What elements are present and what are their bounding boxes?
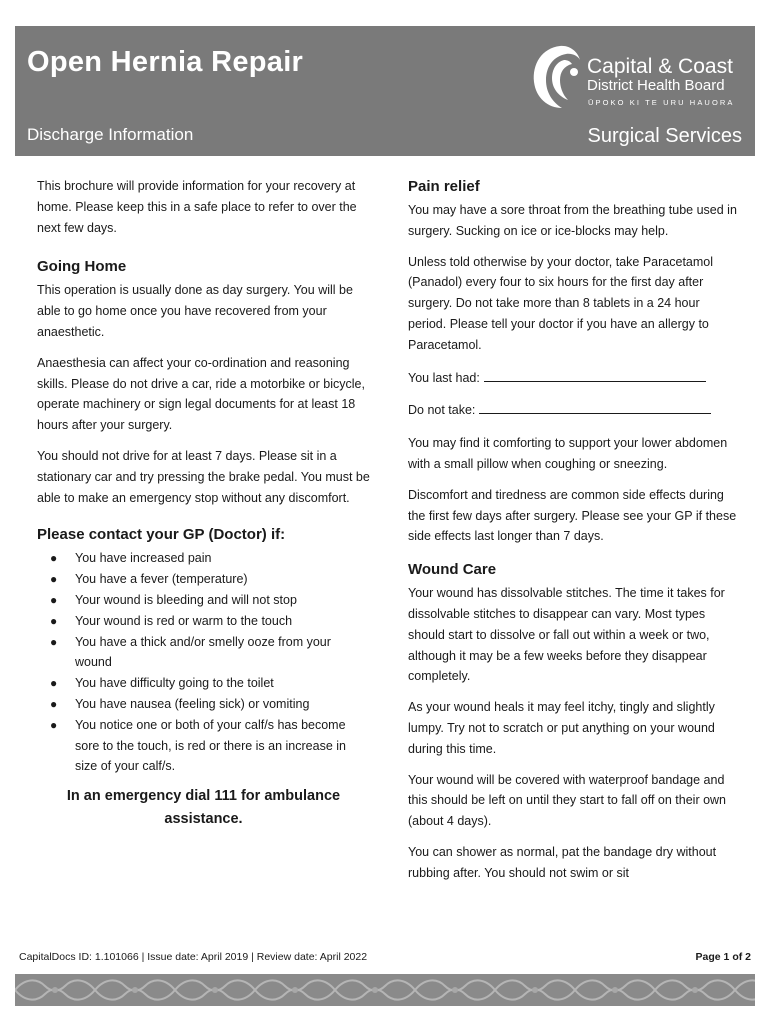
list-item: ● You have a fever (temperature) <box>75 569 370 590</box>
wound-paragraph-2: As your wound heals it may feel itchy, tingly and slightly lumpy. Try not to scratch or put anything on your wound during this time. <box>408 700 715 756</box>
list-item: ● You have increased pain <box>75 548 370 569</box>
intro-paragraph: This brochure will provide information for your recovery at home. Please keep this in a safe place to refer to over the next few days. <box>37 179 357 235</box>
bullet-icon: ● <box>50 676 58 691</box>
logo-name-line2: District Health Board <box>587 77 725 94</box>
page-number: Page 1 of 2 <box>695 951 751 963</box>
last-had-label: You last had: <box>408 370 480 385</box>
koru-logo-icon <box>530 42 582 112</box>
logo-name-line1: Capital & Coast <box>587 55 733 78</box>
wound-care-heading: Wound Care <box>408 561 497 579</box>
do-not-take-field <box>408 400 738 421</box>
decorative-band <box>15 974 755 1006</box>
pain-paragraph-4: Discomfort and tiredness are common side effects during the first few days after surgery. Please see your GP if these side effects last longer than 7 days. <box>408 487 737 544</box>
bullet-icon: ● <box>50 717 58 732</box>
pain-paragraph-1: You may have a sore throat from the breathing tube used in surgery. Sucking on ice or ice-blocks may help. <box>408 203 737 238</box>
document-subtitle: Discharge Information <box>27 125 194 144</box>
bullet-icon: ● <box>50 551 58 566</box>
contact-gp-list <box>37 548 370 777</box>
list-item: ● You have difficulty going to the toilet <box>75 673 370 694</box>
department-label: Surgical Services <box>587 125 742 147</box>
right-column <box>408 176 738 894</box>
wound-paragraph-3: Your wound will be covered with waterproof bandage and this should be left on until they start to fall off on their own (about 4 days). <box>408 772 727 829</box>
going-home-paragraph-2: Anaesthesia can affect your co-ordination and reasoning skills. Please do not drive a car, ride a motorbike or bicycle, operate machinery or sign legal documents for at least 18 hours after your surgery. <box>37 355 365 433</box>
document-title: Open Hernia Repair <box>27 46 304 78</box>
list-item: ● Your wound is red or warm to the touch <box>75 611 370 632</box>
bullet-icon: ● <box>50 696 58 711</box>
going-home-heading: Going Home <box>37 258 127 276</box>
last-had-blank[interactable] <box>484 369 706 382</box>
do-not-take-blank[interactable] <box>479 401 711 414</box>
bullet-icon: ● <box>50 634 58 649</box>
logo-tagline: ŪPOKO KI TE URU HAUORA <box>588 98 735 107</box>
document-info: CapitalDocs ID: 1.101066 | Issue date: April 2019 | Review date: April 2022 <box>19 951 368 963</box>
document-header <box>15 26 755 156</box>
contact-gp-heading: Please contact your GP (Doctor) if: <box>37 526 286 544</box>
bullet-icon: ● <box>50 572 58 587</box>
pain-paragraph-3: You may find it comforting to support your lower abdomen with a small pillow when coughing or sneezing. <box>408 436 728 471</box>
list-item: ● Your wound is bleeding and will not stop <box>75 590 370 611</box>
going-home-paragraph-3: You should not drive for at least 7 days. Please sit in a stationary car and try pressing the brake pedal. You must be able to make an emergency stop without any discomfort. <box>37 448 370 505</box>
list-item: ● You have a thick and/or smelly ooze from your wound <box>75 632 370 674</box>
list-item: ● You have nausea (feeling sick) or vomiting <box>75 694 370 715</box>
wound-paragraph-1: Your wound has dissolvable stitches. The time it takes for dissolvable stitches to disappear can vary. Most types should start to dissolve or fall out within a week or two, although it may be a few weeks before they disappear completely. <box>408 586 725 684</box>
pain-paragraph-2: Unless told otherwise by your doctor, take Paracetamol (Panadol) every four to six hours for the first day after surgery. Do not take more than 8 tablets in a 24 hour period. Please tell your doctor if you have an allergy to Paracetamol. <box>408 254 714 352</box>
bullet-icon: ● <box>50 613 58 628</box>
do-not-take-label: Do not take: <box>408 403 476 418</box>
pattern-decoration-icon <box>15 974 755 1006</box>
organisation-logo <box>530 42 745 112</box>
wound-paragraph-4: You can shower as normal, pat the bandage dry without rubbing after. You should not swim or sit <box>408 844 717 880</box>
last-had-field <box>408 368 738 389</box>
bullet-icon: ● <box>50 592 58 607</box>
pain-relief-heading: Pain relief <box>408 178 480 195</box>
emergency-notice: In an emergency dial 111 for ambulance assistance. <box>66 788 341 828</box>
going-home-paragraph-1: This operation is usually done as day surgery. You will be able to go home once you have recovered from your anaesthetic. <box>37 283 353 339</box>
list-item: ● You notice one or both of your calf/s has become sore to the touch, is red or there is an increase in size of your calf/s. <box>75 715 370 777</box>
left-column <box>37 176 370 831</box>
